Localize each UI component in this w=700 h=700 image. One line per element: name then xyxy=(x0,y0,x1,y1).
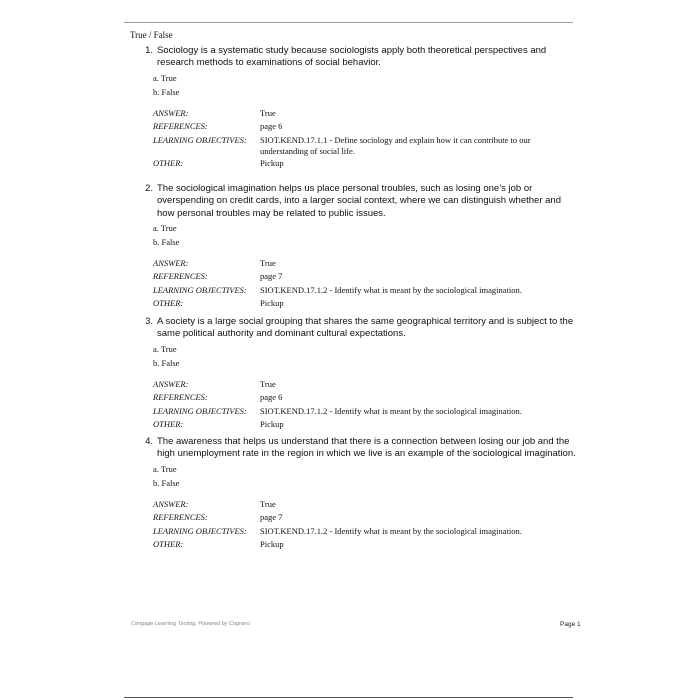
answer-label: ANSWER: xyxy=(153,257,189,268)
question-2 xyxy=(131,183,576,311)
page-number: Page 1 xyxy=(560,621,581,628)
option-b: b. False xyxy=(153,477,180,488)
answer-value: True xyxy=(260,257,276,268)
learning-objectives-value: SIOT.KEND.17.1.1 - Define sociology and explain how it can contribute to our understanding of social life. xyxy=(260,134,531,156)
footer-credit: Cengage Learning Testing, Powered by Cognero xyxy=(131,621,251,627)
other-label: OTHER: xyxy=(153,539,184,550)
question-1 xyxy=(131,45,576,170)
references-label: REFERENCES: xyxy=(153,121,208,132)
references-label: REFERENCES: xyxy=(153,512,208,523)
references-value: page 6 xyxy=(260,121,283,132)
option-a: a. True xyxy=(153,72,177,83)
answer-label: ANSWER: xyxy=(153,378,189,389)
other-value: Pickup xyxy=(260,157,284,168)
answer-label: ANSWER: xyxy=(153,107,189,118)
option-a: a. True xyxy=(153,463,177,474)
question-text: A society is a large social grouping that shares the same geographical territory and is subject to the same political authority and dominant cultural expectations. xyxy=(157,316,574,340)
bottom-rule xyxy=(124,697,573,698)
references-value: page 7 xyxy=(260,512,283,523)
learning-objectives-value: SIOT.KEND.17.1.2 - Identify what is meant by the sociological imagination. xyxy=(260,525,522,536)
option-a: a. True xyxy=(153,222,177,233)
learning-objectives-label: LEARNING OBJECTIVES: xyxy=(153,405,247,416)
question-text: Sociology is a systematic study because sociologists apply both theoretical perspectives and research methods to examinations of social behavior. xyxy=(157,45,547,69)
other-label: OTHER: xyxy=(153,419,184,430)
answer-value: True xyxy=(260,498,276,509)
other-value: Pickup xyxy=(260,539,284,550)
learning-objectives-value: SIOT.KEND.17.1.2 - Identify what is meant by the sociological imagination. xyxy=(260,284,522,295)
other-label: OTHER: xyxy=(153,298,184,309)
learning-objectives-label: LEARNING OBJECTIVES: xyxy=(153,284,247,295)
references-label: REFERENCES: xyxy=(153,271,208,282)
option-a: a. True xyxy=(153,343,177,354)
section-title: True / False xyxy=(130,30,173,40)
learning-objectives-label: LEARNING OBJECTIVES: xyxy=(153,525,247,536)
question-number: 1. xyxy=(145,45,153,56)
question-number: 4. xyxy=(145,436,153,447)
references-value: page 7 xyxy=(260,271,283,282)
other-value: Pickup xyxy=(260,298,284,309)
option-b: b. False xyxy=(153,357,180,368)
answer-value: True xyxy=(260,107,276,118)
references-value: page 6 xyxy=(260,392,283,403)
answer-value: True xyxy=(260,378,276,389)
other-label: OTHER: xyxy=(153,157,184,168)
question-3 xyxy=(131,316,576,432)
option-b: b. False xyxy=(153,236,180,247)
top-rule xyxy=(124,22,573,23)
question-number: 3. xyxy=(145,316,153,327)
question-number: 2. xyxy=(145,183,153,194)
question-text: The awareness that helps us understand that there is a connection between losing our job and the high unemployment rate in the region in which we live is an example of the sociological imagination. xyxy=(157,436,576,460)
option-b: b. False xyxy=(153,86,180,97)
question-4 xyxy=(131,436,576,552)
references-label: REFERENCES: xyxy=(153,392,208,403)
other-value: Pickup xyxy=(260,419,284,430)
question-text: The sociological imagination helps us place personal troubles, such as losing one’s job or overspending on credit cards, into a larger social context, where we can distinguish whether and how personal troubles may be related to public issues. xyxy=(157,183,561,219)
learning-objectives-label: LEARNING OBJECTIVES: xyxy=(153,134,247,145)
answer-label: ANSWER: xyxy=(153,498,189,509)
learning-objectives-value: SIOT.KEND.17.1.2 - Identify what is meant by the sociological imagination. xyxy=(260,405,522,416)
